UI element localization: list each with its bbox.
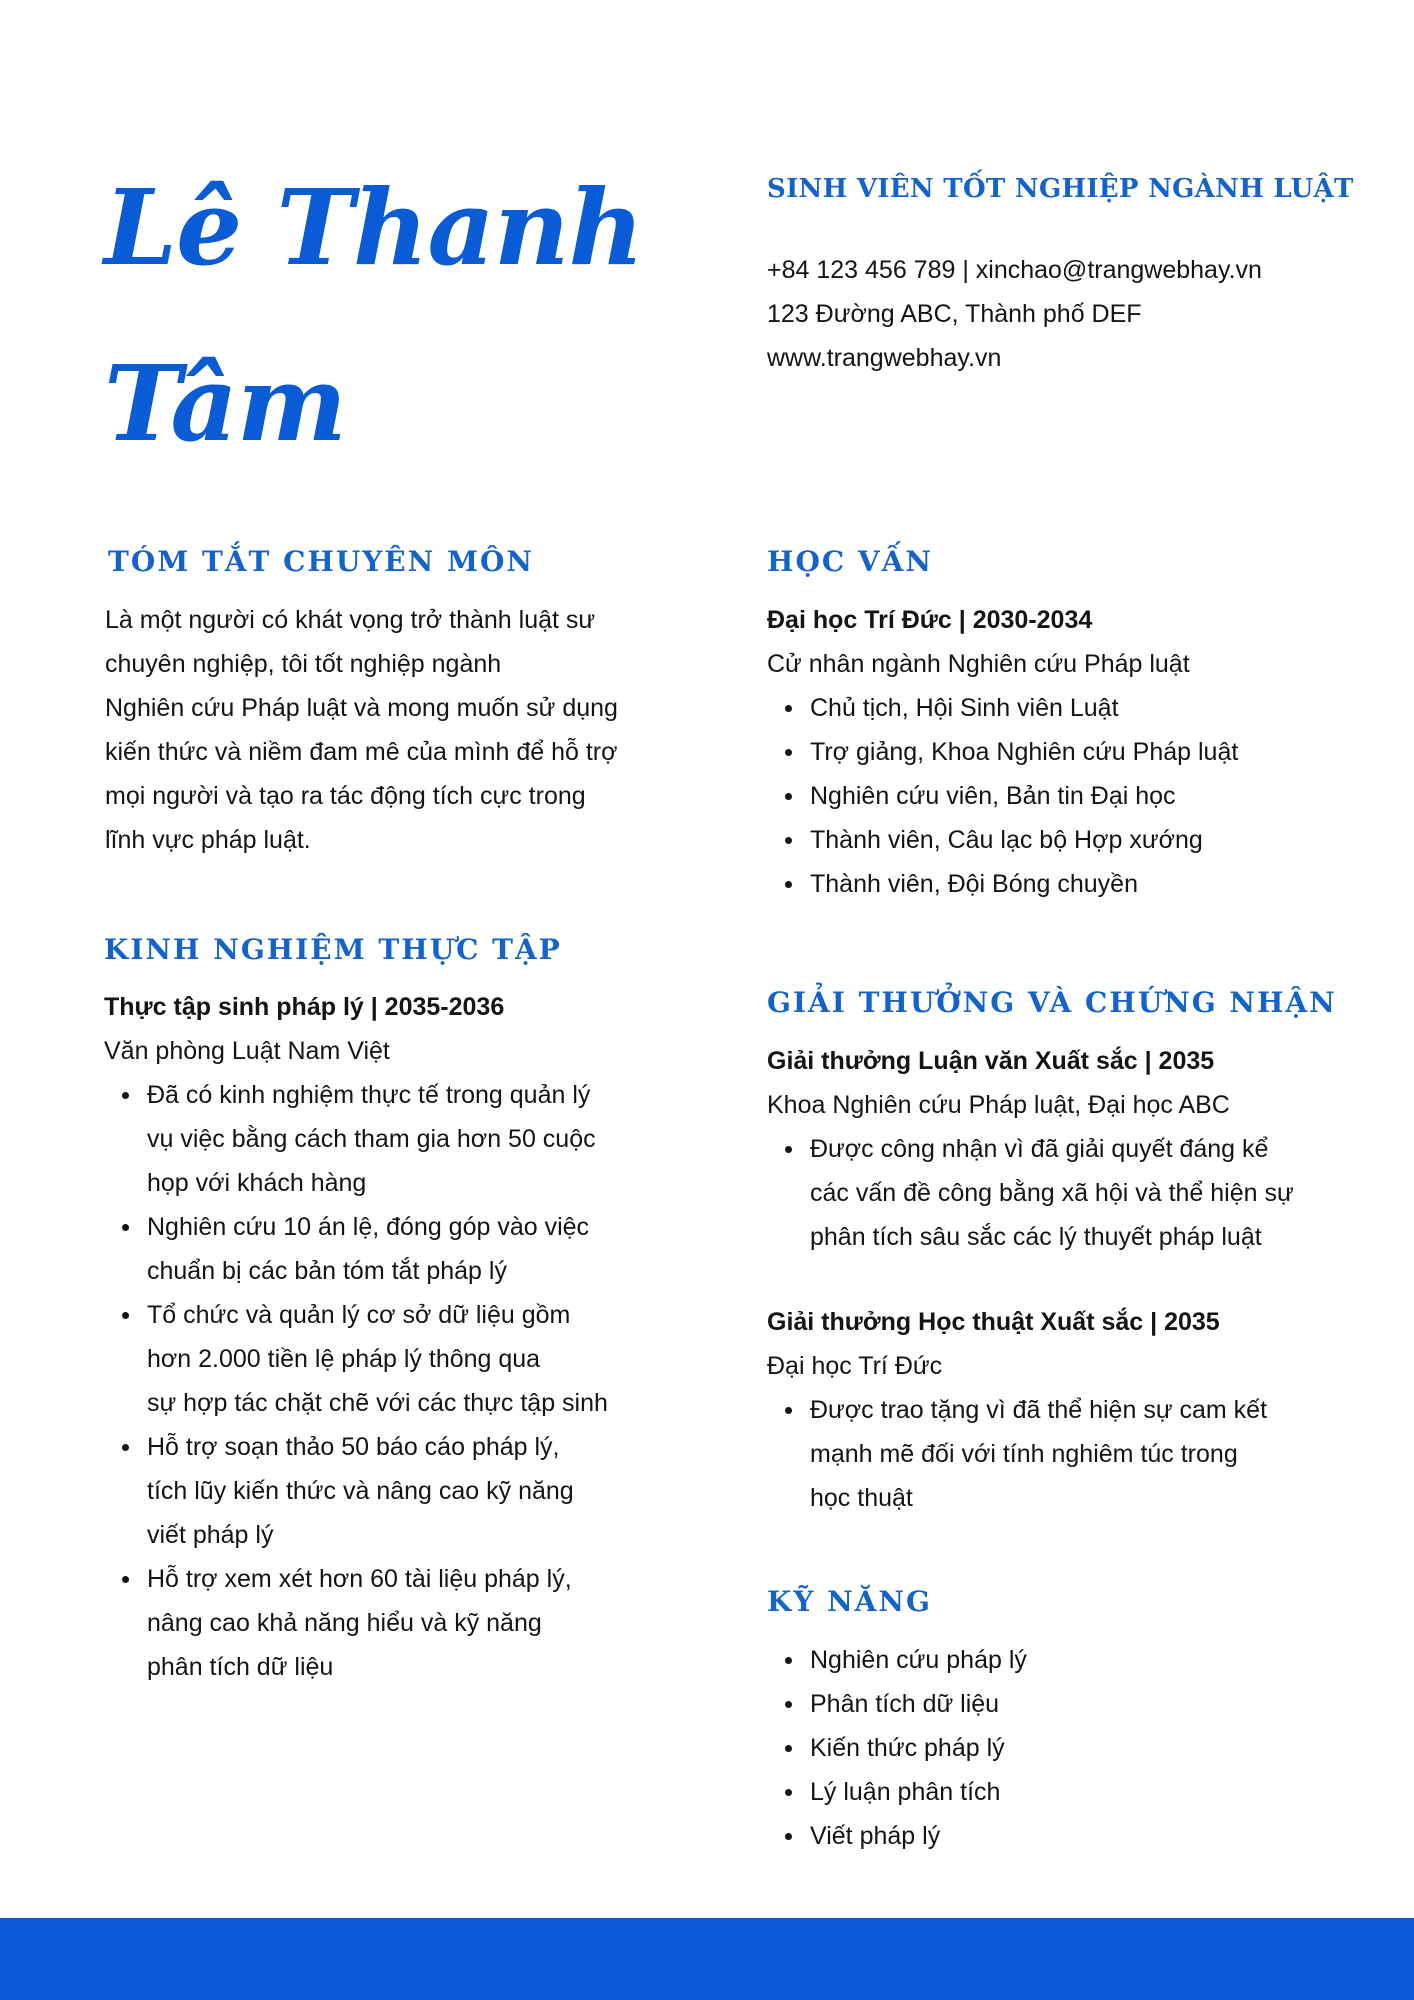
list-item [767, 862, 1238, 906]
internship-bullets [104, 1073, 608, 1689]
bullet-line: viết pháp lý [147, 1521, 274, 1549]
award-item-1 [767, 1039, 1294, 1259]
bullet-line: phân tích sâu sắc các lý thuyết pháp luật [810, 1223, 1262, 1251]
award-org: Khoa Nghiên cứu Pháp luật, Đại học ABC [767, 1091, 1230, 1119]
bullet-line: vụ việc bằng cách tham gia hơn 50 cuộc [147, 1125, 596, 1153]
summary-line: Là một người có khát vọng trở thành luật sư [105, 606, 596, 634]
list-item [767, 774, 1238, 818]
contact-phone-email: +84 123 456 789 | xinchao@trangwebhay.vn [767, 256, 1262, 284]
bullet-line: Chủ tịch, Hội Sinh viên Luật [810, 694, 1119, 722]
summary-heading: TÓM TẮT CHUYÊN MÔN [108, 545, 534, 578]
education-school: Đại học Trí Đức | 2030-2034 [767, 606, 1093, 634]
bullet-line: Thành viên, Câu lạc bộ Hợp xướng [810, 826, 1203, 854]
award-title: Giải thưởng Học thuật Xuất sắc | 2035 [767, 1308, 1220, 1336]
bullet-line: tích lũy kiến thức và nâng cao kỹ năng [147, 1477, 574, 1505]
contact-website: www.trangwebhay.vn [767, 344, 1002, 372]
list-item [767, 686, 1238, 730]
list-item [104, 1073, 608, 1205]
award-bullets [767, 1388, 1267, 1520]
summary-text [105, 598, 618, 862]
bullet-line: Nghiên cứu 10 án lệ, đóng góp vào việc [147, 1213, 590, 1241]
education-section [767, 598, 1238, 906]
skills-heading: KỸ NĂNG [767, 1585, 932, 1618]
skill-label: Nghiên cứu pháp lý [810, 1646, 1027, 1674]
bullet-line: Thành viên, Đội Bóng chuyền [810, 870, 1138, 898]
skills-section [767, 1638, 1027, 1858]
bullet-line: Đã có kinh nghiệm thực tế trong quản lý [147, 1081, 591, 1109]
skill-label: Viết pháp lý [810, 1822, 941, 1850]
bullet-line: học thuật [810, 1484, 913, 1512]
list-item [767, 818, 1238, 862]
internship-section [104, 985, 608, 1689]
summary-line: chuyên nghiệp, tôi tốt nghiệp ngành [105, 650, 502, 678]
bullet-line: họp với khách hàng [147, 1169, 367, 1197]
bullet-line: Trợ giảng, Khoa Nghiên cứu Pháp luật [810, 738, 1239, 766]
footer-bar [0, 1918, 1414, 2000]
internship-position: Thực tập sinh pháp lý | 2035-2036 [104, 993, 505, 1021]
bullet-line: Được công nhận vì đã giải quyết đáng kể [810, 1135, 1269, 1163]
list-item [767, 1814, 1027, 1858]
skill-label: Lý luận phân tích [810, 1778, 1001, 1806]
list-item [767, 1770, 1027, 1814]
skills-list [767, 1638, 1027, 1858]
list-item [104, 1557, 608, 1689]
list-item [767, 1638, 1027, 1682]
role-title: SINH VIÊN TỐT NGHIỆP NGÀNH LUẬT [767, 174, 1354, 204]
candidate-name [104, 140, 724, 492]
bullet-line: Nghiên cứu viên, Bản tin Đại học [810, 782, 1176, 810]
list-item [104, 1293, 608, 1425]
contact-block [767, 248, 1262, 380]
list-item [104, 1205, 608, 1293]
list-item [104, 1425, 608, 1557]
bullet-line: phân tích dữ liệu [147, 1653, 334, 1681]
bullet-line: Được trao tặng vì đã thể hiện sự cam kết [810, 1396, 1268, 1424]
bullet-line: các vấn đề công bằng xã hội và thể hiện sự [810, 1179, 1294, 1207]
summary-line: Nghiên cứu Pháp luật và mong muốn sử dụng [105, 694, 618, 722]
list-item [767, 1388, 1267, 1520]
summary-line: kiến thức và niềm đam mê của mình để hỗ trợ [105, 738, 618, 766]
name-line-2: Tâm [104, 342, 346, 465]
bullet-line: sự hợp tác chặt chẽ với các thực tập sinh [147, 1389, 608, 1417]
internship-company: Văn phòng Luật Nam Việt [104, 1037, 390, 1065]
contact-address: 123 Đường ABC, Thành phố DEF [767, 300, 1142, 328]
skill-label: Phân tích dữ liệu [810, 1690, 1000, 1718]
bullet-line: mạnh mẽ đối với tính nghiêm túc trong [810, 1440, 1238, 1468]
summary-line: lĩnh vực pháp luật. [105, 826, 311, 854]
list-item [767, 730, 1238, 774]
internship-heading: KINH NGHIỆM THỰC TẬP [104, 933, 562, 966]
list-item [767, 1682, 1027, 1726]
summary-line: mọi người và tạo ra tác động tích cực trong [105, 782, 586, 810]
bullet-line: nâng cao khả năng hiểu và kỹ năng [147, 1609, 542, 1637]
awards-heading: GIẢI THƯỞNG VÀ CHỨNG NHẬN [767, 986, 1337, 1019]
bullet-line: Hỗ trợ soạn thảo 50 báo cáo pháp lý, [147, 1433, 560, 1461]
name-line-1: Lê Thanh [104, 166, 644, 289]
bullet-line: Hỗ trợ xem xét hơn 60 tài liệu pháp lý, [147, 1565, 572, 1593]
bullet-line: hơn 2.000 tiền lệ pháp lý thông qua [147, 1345, 541, 1373]
education-heading: HỌC VẤN [767, 545, 933, 578]
bullet-line: chuẩn bị các bản tóm tắt pháp lý [147, 1257, 507, 1285]
award-title: Giải thưởng Luận văn Xuất sắc | 2035 [767, 1047, 1215, 1075]
award-org: Đại học Trí Đức [767, 1352, 943, 1380]
bullet-line: Tổ chức và quản lý cơ sở dữ liệu gồm [147, 1301, 571, 1329]
award-bullets [767, 1127, 1294, 1259]
education-bullets [767, 686, 1238, 906]
skill-label: Kiến thức pháp lý [810, 1734, 1005, 1762]
list-item [767, 1726, 1027, 1770]
list-item [767, 1127, 1294, 1259]
education-degree: Cử nhân ngành Nghiên cứu Pháp luật [767, 650, 1190, 678]
award-item-2 [767, 1300, 1267, 1520]
